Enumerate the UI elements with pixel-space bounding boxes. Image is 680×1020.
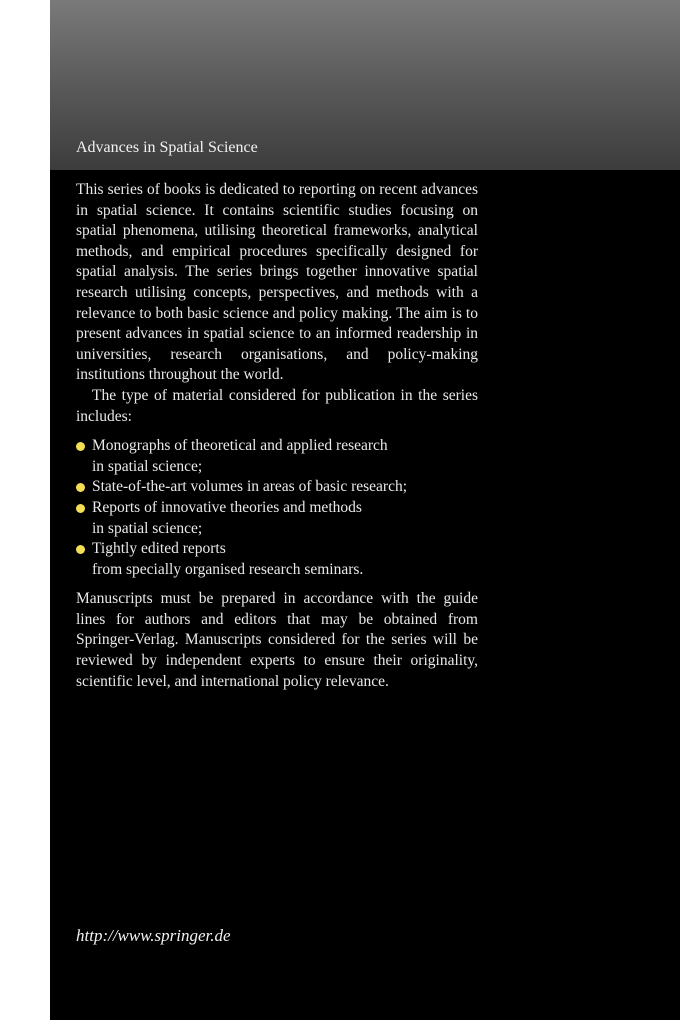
material-intro-paragraph: The type of material considered for publication in the series includes: [76, 386, 478, 425]
publisher-url: http://www.springer.de [76, 926, 231, 945]
list-item [76, 539, 478, 580]
manuscripts-paragraph: Manuscripts must be prepared in accordance with the guide lines for authors and editors that may be obtained from Springer-Verlag. Manuscripts considered for the series will be reviewed by independent experts to ensure their originality, scientific level, and international policy relevance. [76, 590, 478, 690]
list-item [76, 477, 478, 498]
list-item [76, 498, 478, 539]
bullet-dot-icon [76, 442, 85, 451]
list-item-text: State-of-the-art volumes in areas of basic research; [92, 478, 408, 496]
back-cover [50, 0, 680, 1020]
bullet-dot-icon [76, 483, 85, 492]
description-block [76, 180, 478, 692]
list-item [76, 436, 478, 477]
intro-paragraph: This series of books is dedicated to reporting on recent advances in spatial science. It contains scientific studies focusing on spatial phenomena, utilising theoretical frameworks, analytical methods, and empirical procedures specifically designed for spatial analysis. The series brings together innovative spatial research utilising concepts, perspectives, and methods with a relevance to both basic science and policy making. The aim is to present advances in spatial science to an informed readership in universities, research organisations, and policy-making institutions throughout the world. [76, 181, 478, 384]
list-item-text: Monographs of theoretical and applied research in spatial science; [92, 437, 388, 475]
list-item-text: Tightly edited reports from specially organised research seminars. [92, 540, 364, 578]
material-list [76, 436, 478, 580]
bullet-dot-icon [76, 545, 85, 554]
list-item-text: Reports of innovative theories and methods in spatial science; [92, 498, 362, 537]
header-band [50, 0, 680, 170]
series-title: Advances in Spatial Science [76, 139, 258, 156]
bullet-dot-icon [76, 504, 85, 513]
